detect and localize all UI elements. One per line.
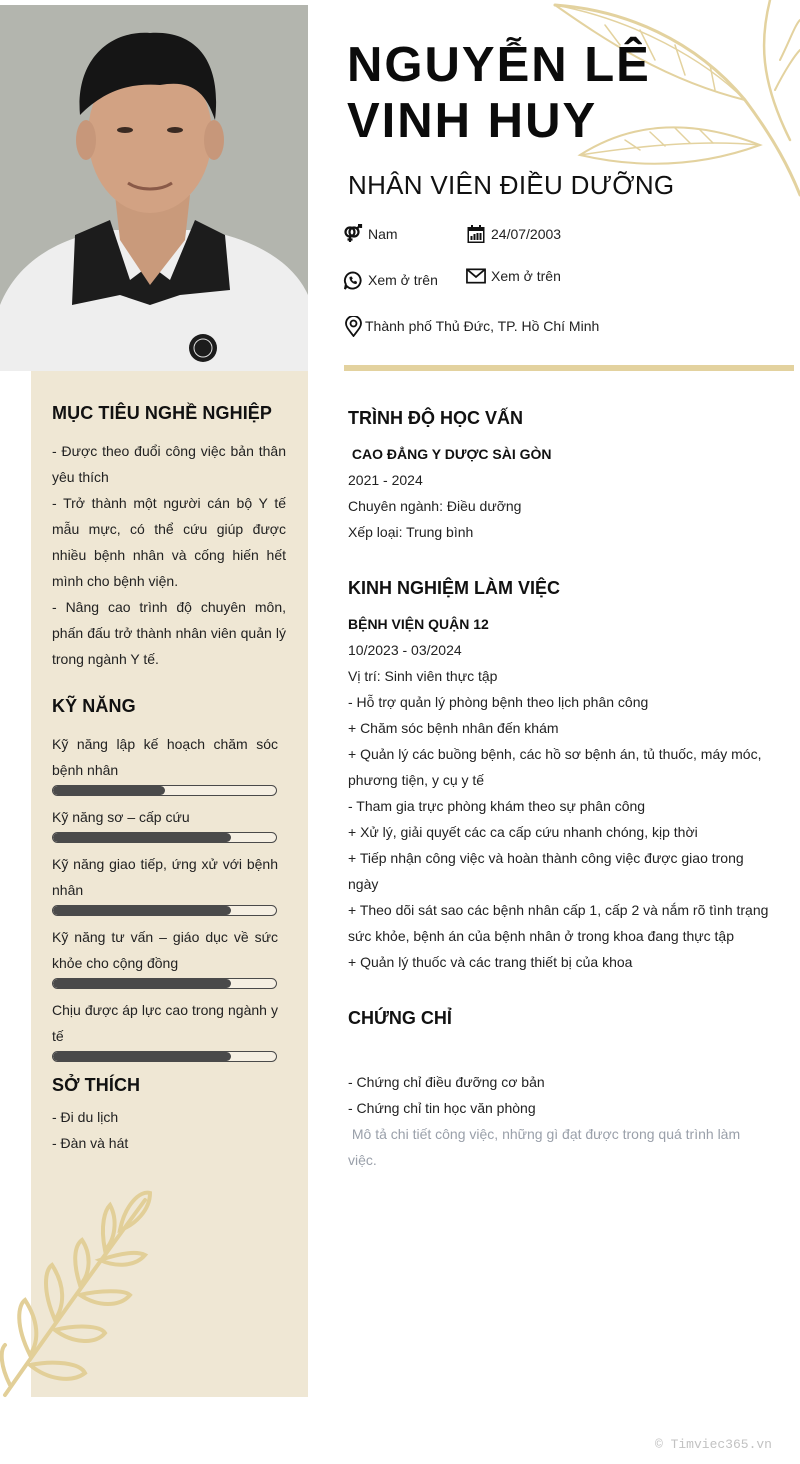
- skill-item: [52, 997, 278, 1062]
- leaf-branch-icon: [0, 1185, 160, 1400]
- gender-value: Nam: [368, 226, 398, 242]
- certificate-item: - Chứng chỉ tin học văn phòng: [348, 1100, 536, 1116]
- skill-label: Kỹ năng lập kế hoạch chăm sóc bệnh nhân: [52, 736, 278, 778]
- header-divider: [344, 365, 794, 371]
- gender-field: [343, 224, 398, 244]
- skill-item: [52, 731, 278, 796]
- email-value: Xem ở trên: [491, 268, 561, 284]
- section-title-skills: KỸ NĂNG: [52, 696, 136, 716]
- envelope-icon: [466, 266, 486, 286]
- certificate-placeholder-text: Mô tả chi tiết công việc, những gì đạt được trong quá trình làm việc.: [348, 1126, 745, 1168]
- section-title-objective: MỤC TIÊU NGHỀ NGHIỆP: [52, 403, 273, 423]
- school-name: CAO ĐẲNG Y DƯỢC SÀI GÒN: [348, 446, 552, 462]
- career-objective-section: [52, 403, 286, 672]
- skill-label: Kỹ năng sơ – cấp cứu: [52, 809, 190, 825]
- experience-position: Vị trí: Sinh viên thực tập: [348, 668, 498, 684]
- experience-line: + Theo dõi sát sao các bệnh nhân cấp 1, cấp 2 và nắm rõ tình trạng sức khỏe, bệnh án của bệnh nhân ở trong khoa đang thực tập: [348, 902, 769, 944]
- skill-progress-fill: [53, 833, 231, 842]
- calendar-icon: [466, 224, 486, 244]
- skill-label: Chịu được áp lực cao trong ngành y tế: [52, 1002, 278, 1044]
- hobby-item: - Đi du lịch: [52, 1109, 119, 1125]
- experience-line: + Chăm sóc bệnh nhân đến khám: [348, 720, 559, 736]
- education-major: Chuyên ngành: Điều dưỡng: [348, 498, 522, 514]
- skill-progress-bar: [52, 1051, 277, 1062]
- experience-line: + Quản lý các buồng bệnh, các hồ sơ bệnh án, tủ thuốc, máy móc, phương tiện, y cụ y tế: [348, 746, 762, 788]
- skills-section: [52, 696, 278, 1062]
- phone-value: Xem ở trên: [368, 272, 438, 288]
- hobbies-section: [52, 1075, 286, 1156]
- company-name: BỆNH VIỆN QUẬN 12: [348, 616, 489, 632]
- birthday-value: 24/07/2003: [491, 226, 562, 242]
- skill-progress-bar: [52, 978, 277, 989]
- hobby-item: - Đàn và hát: [52, 1135, 129, 1151]
- education-section: [348, 408, 778, 545]
- objective-paragraph: - Được theo đuổi công việc bản thân yêu thích: [52, 443, 286, 485]
- job-title: NHÂN VIÊN ĐIỀU DƯỠNG: [348, 170, 675, 200]
- section-title-hobbies: SỞ THÍCH: [52, 1075, 141, 1095]
- skill-progress-fill: [53, 906, 231, 915]
- birthday-field: [466, 224, 561, 244]
- email-field: [466, 266, 561, 286]
- name-line-2: VINH HUY: [347, 94, 598, 148]
- skill-item: [52, 924, 278, 989]
- skill-label: Kỹ năng giao tiếp, ứng xử với bệnh nhân: [52, 856, 278, 898]
- experience-line: + Tiếp nhận công việc và hoàn thành công việc được giao trong ngày: [348, 850, 744, 892]
- certificates-section: [348, 1008, 778, 1173]
- whatsapp-phone-icon: [343, 270, 363, 290]
- experience-period: 10/2023 - 03/2024: [348, 642, 462, 658]
- education-rank: Xếp loại: Trung bình: [348, 524, 474, 540]
- name-line-1: NGUYỄN LÊ: [347, 38, 651, 92]
- section-title-experience: KINH NGHIỆM LÀM VIỆC: [348, 578, 561, 598]
- experience-line: - Hỗ trợ quản lý phòng bệnh theo lịch phân công: [348, 694, 649, 710]
- objective-paragraph: - Nâng cao trình độ chuyên môn, phấn đấu trở thành nhân viên quản lý trong ngành Y tế.: [52, 599, 286, 667]
- skill-progress-fill: [53, 979, 231, 988]
- hobbies-list: [52, 1104, 286, 1156]
- candidate-name: [347, 37, 651, 149]
- skill-item: [52, 804, 278, 843]
- skill-progress-bar: [52, 832, 277, 843]
- address-value: Thành phố Thủ Đức, TP. Hồ Chí Minh: [365, 318, 600, 334]
- skill-label: Kỹ năng tư vấn – giáo dục về sức khỏe cho cộng đồng: [52, 929, 278, 971]
- skill-item: [52, 851, 278, 916]
- address-field: [343, 316, 599, 336]
- profile-photo: [0, 5, 308, 371]
- skill-progress-bar: [52, 905, 277, 916]
- gender-icon: [343, 224, 363, 244]
- skill-progress-bar: [52, 785, 277, 796]
- skill-progress-fill: [53, 1052, 231, 1061]
- section-title-education: TRÌNH ĐỘ HỌC VẤN: [348, 408, 523, 428]
- watermark: © Timviec365.vn: [654, 1437, 772, 1452]
- avatar-illustration: [0, 5, 308, 371]
- experience-line: + Xử lý, giải quyết các ca cấp cứu nhanh chóng, kịp thời: [348, 824, 698, 840]
- objective-paragraph: - Trở thành một người cán bộ Y tế mẫu mực, có thể cứu giúp được nhiều bệnh nhân và cống hiến hết mình cho bệnh viện.: [52, 495, 286, 589]
- phone-field: [343, 270, 438, 290]
- certificate-item: - Chứng chỉ điều đưỡng cơ bản: [348, 1074, 545, 1090]
- skill-progress-fill: [53, 786, 165, 795]
- experience-section: [348, 578, 778, 975]
- education-period: 2021 - 2024: [348, 472, 423, 488]
- section-title-certificates: CHỨNG CHỈ: [348, 1008, 452, 1028]
- experience-line: - Tham gia trực phòng khám theo sự phân công: [348, 798, 646, 814]
- experience-line: + Quản lý thuốc và các trang thiết bị của khoa: [348, 954, 633, 970]
- location-pin-icon: [343, 316, 363, 336]
